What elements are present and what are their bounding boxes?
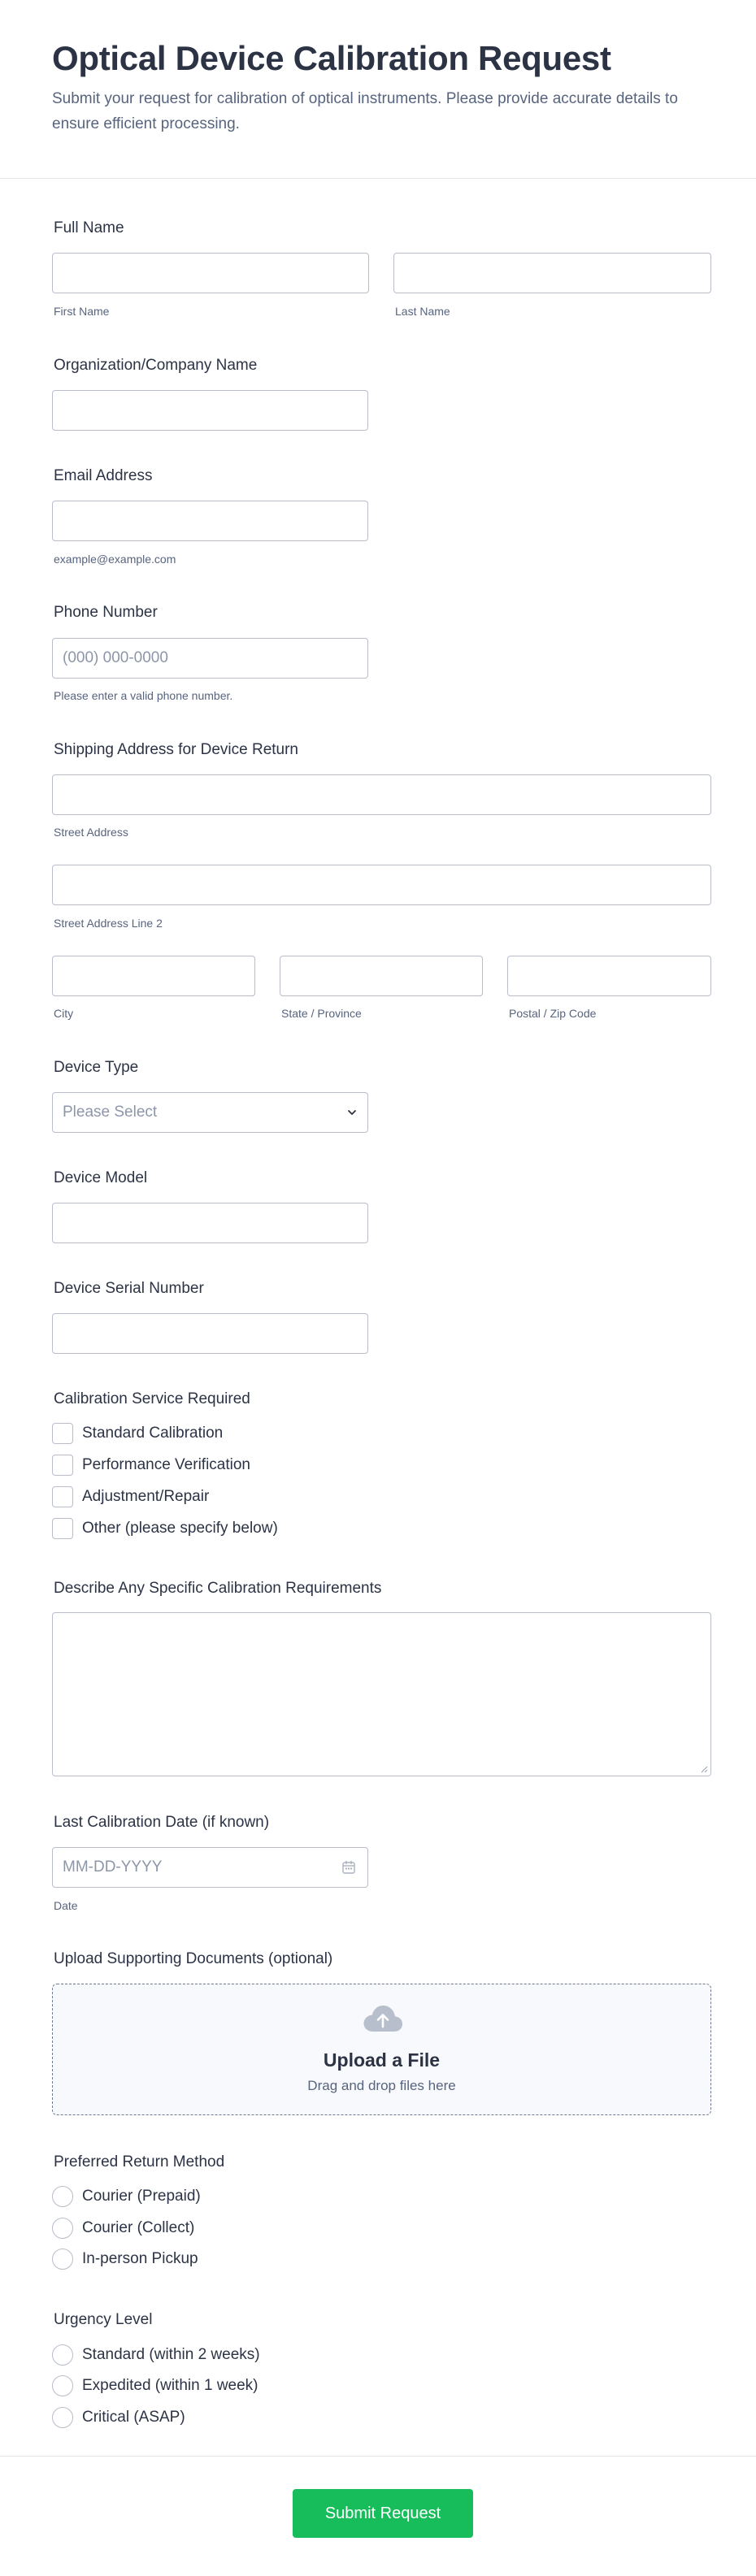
organization-input[interactable] (52, 390, 368, 431)
upload-hint: Drag and drop files here (307, 2078, 456, 2093)
radio-button[interactable] (52, 2344, 73, 2366)
device-model-input[interactable] (52, 1203, 368, 1243)
city-input[interactable] (52, 956, 255, 996)
radio-button[interactable] (52, 2249, 73, 2270)
street-address-input[interactable] (52, 774, 711, 815)
return-method-label: Preferred Return Method (54, 2153, 225, 2171)
device-serial-input[interactable] (52, 1313, 368, 1354)
radio-button[interactable] (52, 2407, 73, 2428)
checkbox-option-label: Adjustment/Repair (82, 1488, 210, 1505)
submit-button[interactable]: Submit Request (293, 2489, 473, 2538)
email-input[interactable] (52, 501, 368, 541)
radio-option-label: Critical (ASAP) (82, 2409, 185, 2426)
checkbox[interactable] (52, 1455, 73, 1476)
calendar-icon[interactable] (341, 1860, 356, 1875)
device-type-select[interactable] (52, 1092, 368, 1133)
radio-option-label: Expedited (within 1 week) (82, 2377, 259, 2394)
organization-label: Organization/Company Name (54, 357, 258, 374)
upload-title: Upload a File (323, 2049, 441, 2071)
city-sublabel: City (54, 1007, 74, 1020)
email-label: Email Address (54, 467, 153, 484)
street-address-sublabel: Street Address (54, 826, 128, 839)
radio-option-label: In-person Pickup (82, 2250, 198, 2267)
checkbox[interactable] (52, 1486, 73, 1507)
state-input[interactable] (280, 956, 483, 996)
street-address-2-sublabel: Street Address Line 2 (54, 917, 163, 930)
resize-handle-icon[interactable] (700, 1765, 708, 1773)
last-name-sublabel: Last Name (395, 305, 450, 318)
requirements-textarea[interactable] (52, 1612, 711, 1776)
date-sublabel: Date (54, 1899, 78, 1912)
phone-label: Phone Number (54, 604, 158, 621)
file-upload-dropzone[interactable] (52, 1984, 711, 2115)
phone-sublabel: Please enter a valid phone number. (54, 689, 233, 702)
device-type-placeholder: Please Select (63, 1104, 158, 1121)
first-name-input[interactable] (52, 253, 369, 293)
device-serial-label: Device Serial Number (54, 1280, 204, 1297)
radio-button[interactable] (52, 2375, 73, 2396)
zip-input[interactable] (507, 956, 711, 996)
full-name-label: Full Name (54, 219, 124, 236)
radio-option-label: Standard (within 2 weeks) (82, 2346, 260, 2363)
last-calibration-date-input[interactable] (52, 1847, 368, 1888)
radio-option-label: Courier (Prepaid) (82, 2188, 201, 2205)
radio-button[interactable] (52, 2218, 73, 2239)
checkbox-option-label: Performance Verification (82, 1456, 250, 1473)
radio-button[interactable] (52, 2186, 73, 2207)
last-calibration-label: Last Calibration Date (if known) (54, 1814, 270, 1831)
cloud-upload-icon (362, 2004, 404, 2033)
radio-option-label: Courier (Collect) (82, 2219, 195, 2236)
phone-placeholder: (000) 000-0000 (63, 649, 168, 666)
address-label: Shipping Address for Device Return (54, 741, 298, 758)
device-type-label: Device Type (54, 1059, 139, 1076)
form-subtitle: Submit your request for calibration of optical instruments. Please provide accurate details to ensure efficient processing. (52, 90, 678, 132)
email-sublabel: example@example.com (54, 553, 176, 566)
checkbox[interactable] (52, 1518, 73, 1539)
device-model-label: Device Model (54, 1169, 148, 1186)
last-name-input[interactable] (393, 253, 711, 293)
requirements-label: Describe Any Specific Calibration Requirements (54, 1580, 382, 1597)
state-sublabel: State / Province (281, 1007, 362, 1020)
urgency-label: Urgency Level (54, 2311, 153, 2328)
calibration-service-label: Calibration Service Required (54, 1390, 250, 1407)
upload-label: Upload Supporting Documents (optional) (54, 1950, 333, 1967)
street-address-2-input[interactable] (52, 865, 711, 905)
zip-sublabel: Postal / Zip Code (509, 1007, 597, 1020)
phone-input[interactable] (52, 638, 368, 679)
checkbox-option-label: Other (please specify below) (82, 1520, 278, 1537)
checkbox[interactable] (52, 1423, 73, 1444)
form-title: Optical Device Calibration Request (52, 39, 611, 77)
checkbox-option-label: Standard Calibration (82, 1425, 224, 1442)
form-header (0, 0, 756, 179)
chevron-down-icon (346, 1107, 358, 1118)
date-placeholder: MM-DD-YYYY (63, 1858, 163, 1876)
first-name-sublabel: First Name (54, 305, 110, 318)
